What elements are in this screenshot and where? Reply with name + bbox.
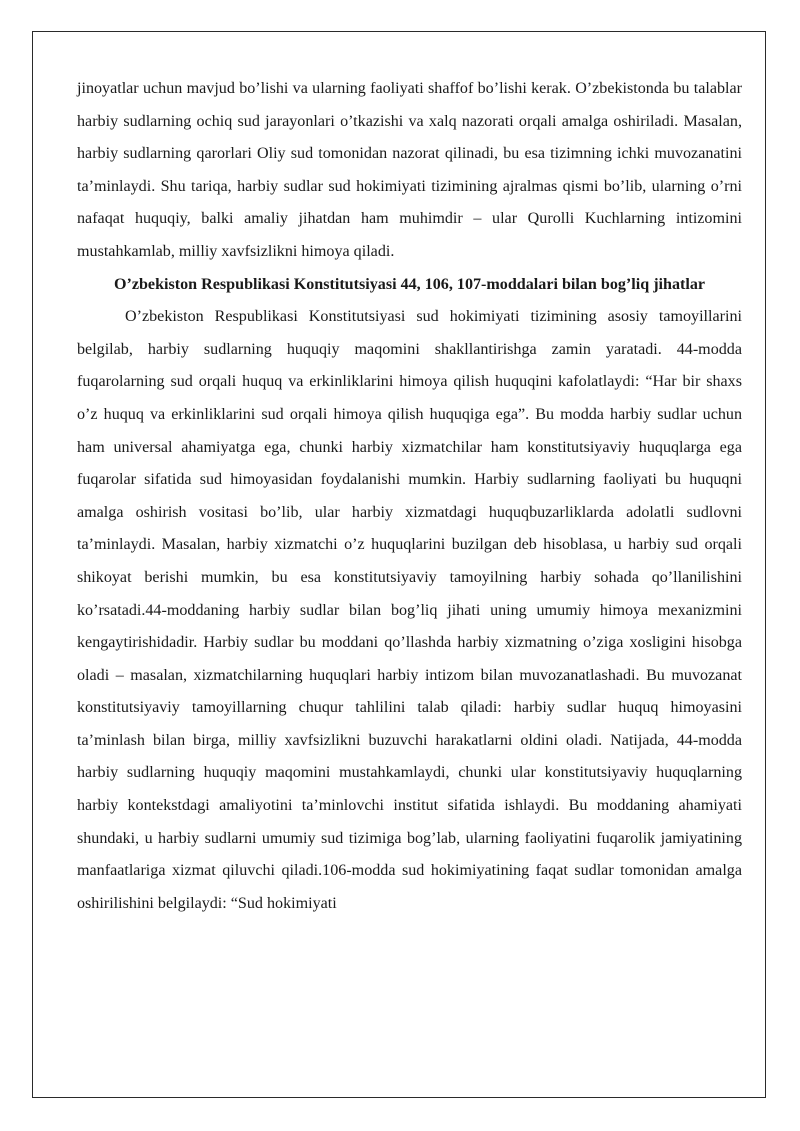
document-body: [77, 73, 742, 920]
paragraph-continuation: jinoyatlar uchun mavjud bo’lishi va ularning faoliyati shaffof bo’lishi kerak. O’zbekistonda bu talablar harbiy sudlarning ochiq sud jarayonlari o’tkazishi va xalq nazorati orqali amalga oshiriladi. Masalan, harbiy sudlarning qarorlari Oliy sud tomonidan nazorat qilinadi, bu esa tizimning ichki muvozanatini ta’minlaydi. Shu tariqa, harbiy sudlar sud hokimiyati tizimining ajralmas qismi bo’lib, ularning o’rni nafaqat huquqiy, balki amaliy jihatdan ham muhimdir – ular Qurolli Kuchlarning intizomini mustahkamlab, milliy xavfsizlikni himoya qiladi.: [77, 80, 742, 260]
section-heading: O’zbekiston Respublikasi Konstitutsiyasi 44, 106, 107-moddalari bilan bog’liq jihatlar: [113, 275, 706, 293]
paragraph-body: O’zbekiston Respublikasi Konstitutsiyasi sud hokimiyati tizimining asosiy tamoyillarini belgilab, harbiy sudlarning huquqiy maqomini shakllantirishga zamin yaratadi. 44-modda fuqarolarning sud orqali huquq va erkinliklarini himoya qilish huquqini kafolatlaydi: “Har bir shaxs o’z huquq va erkinliklarini sud orqali himoya qilish huquqiga ega”. Bu modda harbiy sudlar uchun ham universal ahamiyatga ega, chunki harbiy xizmatchilar ham konstitutsiyaviy huquqlarga ega fuqarolar sifatida sud himoyasidan foydalanishi mumkin. Harbiy sudlarning faoliyati bu huquqni amalga oshirish vositasi bo’lib, ular harbiy xizmatdagi huquqbuzarliklarda adolatli sudlovni ta’minlaydi. Masalan, harbiy xizmatchi o’z huquqlarini buzilgan deb hisoblasa, u harbiy sud orqali shikoyat berishi mumkin, bu esa konstitutsiyaviy tamoyilning harbiy sohada qo’llanilishini ko’rsatadi.44-moddaning harbiy sudlar bilan bog’liq jihati uning umumiy himoya mexanizmini kengaytirishidadir. Harbiy sudlar bu moddani qo’llashda harbiy xizmatning o’ziga xosligini hisobga oladi – masalan, xizmatchilarning huquqlari harbiy intizom bilan muvozanatlashadi. Bu muvozanat konstitutsiyaviy tamoyillarning chuqur tahlilini talab qiladi: harbiy sudlar huquq himoyasini ta’minlash bilan birga, milliy xavfsizlikni buzuvchi harakatlarni oldini oladi. Natijada, 44-modda harbiy sudlarning huquqiy maqomini mustahkamlaydi, chunki ular konstitutsiyaviy huquqlarning harbiy kontekstdagi amaliyotini ta’minlovchi institut sifatida ishlaydi. Bu moddaning ahamiyati shundaki, u harbiy sudlarni umumiy sud tizimiga bog’lab, ularning faoliyatini fuqarolik jamiyatining manfaatlariga xizmat qiluvchi qiladi.106-modda sud hokimiyatining faqat sudlar tomonidan amalga oshirilishini belgilaydi: “Sud hokimiyati: [77, 308, 742, 912]
